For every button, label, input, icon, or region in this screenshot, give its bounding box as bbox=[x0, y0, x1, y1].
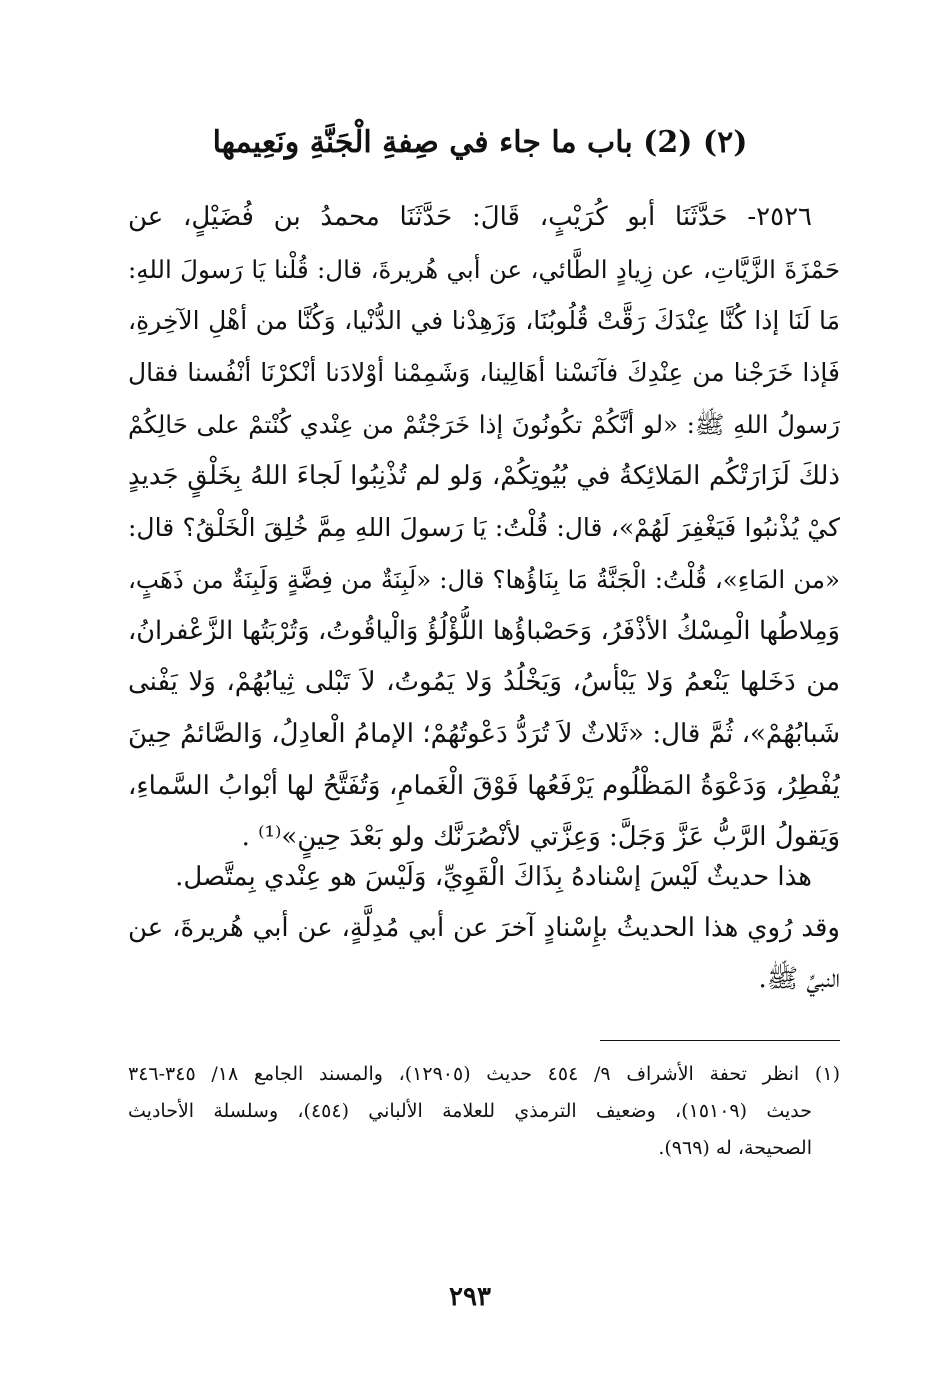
footnote-line: الصحيحة، له (٩٦٩). bbox=[658, 1137, 812, 1159]
hadith-line: رَسولُ اللهِ ﷺ: «لو أنَّكُمْ تكُونُونَ إذا خَرَجْتُمْ من عِنْدي كُنْتمْ على حَالِكُمْ bbox=[128, 409, 840, 439]
footnote-line: (١) انظر تحفة الأشراف ٩/ ٤٥٤ حديث (١٢٩٠٥)، والمسند الجامع ١٨/ ٣٤٥-٣٤٦ bbox=[128, 1063, 840, 1085]
commentary-line: هذا حديثٌ لَيْسَ إسْنادهُ بِذَاكَ الْقَوِيِّ، وَلَيْسَ هو عِنْدي بِمتَّصل. bbox=[175, 862, 812, 892]
hadith-line: من دَخَلها يَنْعمُ وَلا يَبْأسُ، وَيَخْلُدُ وَلا يَمُوتُ، لاَ تَبْلى ثِيابُهُمْ، وَلا يَفْنى bbox=[128, 667, 840, 698]
hadith-line: مَا لَنَا إذا كُنَّا عِنْدَكَ رَقَّتْ قُلُوبُنَا، وَزَهِدْنا في الدُّنْيا، وَكُنَّا من أهْلِ الآخِرةِ، bbox=[128, 306, 840, 336]
hadith-line: وَيَقولُ الرَّبُّ عَزَّ وَجَلَّ: وَعِزَّتي لأنْصُرَنَّك ولو بَعْدَ حِينٍ»⁽¹⁾ . bbox=[241, 822, 840, 853]
hadith-line: «من المَاءِ»، قُلْتُ: الْجَنَّةُ مَا بِنَاؤُها؟ قال: «لَبِنَةٌ من فِضَّةٍ وَلَبِنَةٌ من ذَهَبٍ، bbox=[128, 564, 840, 594]
commentary-line: وقد رُوي هذا الحديثُ بإِسْنادٍ آخرَ عن أبي مُدِلَّةٍ، عن أبي هُريرةَ، عن bbox=[128, 913, 840, 943]
chapter-title: (٢) (2) باب ما جاء في صِفةِ الْجَنَّةِ ونَعِيمها bbox=[212, 125, 748, 160]
footnotes bbox=[128, 1056, 840, 1167]
hadith-text bbox=[128, 192, 840, 864]
page-number: ٢٩٣ bbox=[449, 1282, 491, 1312]
hadith-line: يُفْطِرُ، وَدَعْوَةُ المَظْلُوم يَرْفَعُها فَوْقَ الْغَمامِ، وَتُفَتَّحُ لها أبْوابُ السَّماءِ، bbox=[128, 770, 840, 801]
commentary-line: النبيِّ ﷺ. bbox=[758, 964, 840, 994]
hadith-line: حَمْزَةَ الزَّيَّاتِ، عن زِيادٍ الطَّائي، عن أبي هُريرةَ، قال: قُلْنا يَا رَسولَ اللهِ: bbox=[128, 254, 840, 284]
footnote-line: حديث (١٥١٠٩)، وضعيف الترمذي للعلامة الألباني (٤٥٤)، وسلسلة الأحاديث bbox=[128, 1100, 812, 1122]
hadith-line: كيْ يُذْنبُوا فَيَغْفِرَ لَهُمْ»، قال: قُلْتُ: يَا رَسولَ اللهِ مِمَّ خُلِقَ الْخَلْقُ؟ قال: bbox=[128, 513, 840, 543]
hadith-commentary bbox=[128, 852, 840, 1005]
hadith-line: فَإذا خَرَجْنا من عِنْدِكَ فآنَسْنا أهَالِينا، وَشَمِمْنا أوْلادَنا أنْكرْنَا أنْفُسنا فقال bbox=[128, 358, 840, 388]
footnote-divider bbox=[600, 1040, 840, 1041]
hadith-line: شَبابُهُمْ»، ثُمَّ قال: «ثَلاثٌ لاَ تُرَدُّ دَعْوتُهُمْ؛ الإمامُ الْعادِلُ، وَالصَّائمُ حِينَ bbox=[128, 719, 840, 750]
hadith-line: ٢٥٢٦- حَدَّثَنَا أبو كُرَيْبٍ، قَالَ: حَدَّثَنَا محمدُ بن فُضَيْلٍ، عن bbox=[128, 202, 812, 232]
hadith-line: وَمِلاطُها الْمِسْكُ الأذْفَرُ، وَحَصْباؤُها اللُّؤْلُؤُ وَالْياقُوتُ، وَتُرْبَتُها الزَّعْفرانُ، bbox=[128, 615, 840, 646]
hadith-line: ذلكَ لَزَارَتْكُم المَلائِكةُ في بُيُوتِكُمْ، وَلو لم تُذْنِبُوا لَجاءَ اللهُ بِخَلْقٍ جَديدٍ bbox=[128, 460, 840, 491]
